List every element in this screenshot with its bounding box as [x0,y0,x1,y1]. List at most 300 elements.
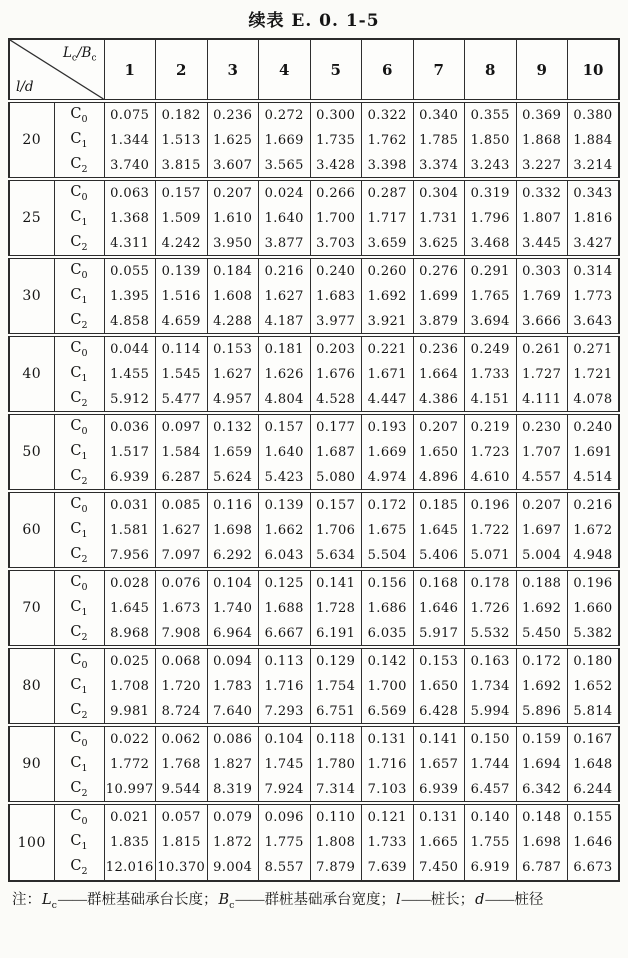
value-cell: 1.720 [156,673,208,699]
value-cell: 10.370 [156,855,208,881]
column-header: 6 [362,39,414,101]
value-cell: 0.177 [310,413,362,439]
value-cell: 1.584 [156,439,208,465]
value-cell: 1.708 [104,673,156,699]
value-cell: 6.751 [310,699,362,725]
value-cell: 3.666 [516,309,568,335]
value-cell: 0.304 [413,179,465,205]
value-cell: 1.650 [413,439,465,465]
value-cell: 1.721 [568,361,620,387]
value-cell: 3.227 [516,153,568,179]
value-cell: 0.266 [310,179,362,205]
value-cell: 0.182 [156,101,208,127]
value-cell: 0.314 [568,257,620,283]
value-cell: 1.827 [207,751,259,777]
value-cell: 1.627 [156,517,208,543]
ld-value: 40 [9,335,54,413]
value-cell: 0.168 [413,569,465,595]
value-cell: 1.700 [362,673,414,699]
value-cell: 3.427 [568,231,620,257]
value-cell: 1.716 [362,751,414,777]
ld-value: 60 [9,491,54,569]
table-row [9,595,619,621]
value-cell: 0.036 [104,413,156,439]
value-cell: 1.626 [259,361,311,387]
value-cell: 1.734 [465,673,517,699]
value-cell: 0.380 [568,101,620,127]
value-cell: 5.382 [568,621,620,647]
value-cell: 0.153 [413,647,465,673]
coefficient-label: $C_2$ [54,543,104,569]
value-cell: 1.850 [465,127,517,153]
value-cell: 1.726 [465,595,517,621]
value-cell: 5.532 [465,621,517,647]
value-cell: 1.640 [259,205,311,231]
value-cell: 1.728 [310,595,362,621]
column-header: 2 [156,39,208,101]
coefficient-label: $C_2$ [54,153,104,179]
table-row [9,335,619,361]
value-cell: 1.688 [259,595,311,621]
value-cell: 6.673 [568,855,620,881]
coefficient-label: $C_2$ [54,699,104,725]
value-cell: 3.625 [413,231,465,257]
note-variable: d [475,892,485,908]
value-cell: 0.068 [156,647,208,673]
value-cell: 4.078 [568,387,620,413]
value-cell: 3.694 [465,309,517,335]
table-row [9,673,619,699]
value-cell: 0.110 [310,803,362,829]
coefficient-label: $C_1$ [54,751,104,777]
value-cell: 0.129 [310,647,362,673]
ld-value: 90 [9,725,54,803]
value-cell: 1.835 [104,829,156,855]
value-cell: 1.692 [362,283,414,309]
value-cell: 6.919 [465,855,517,881]
value-cell: 0.196 [568,569,620,595]
value-cell: 0.207 [413,413,465,439]
value-cell: 0.132 [207,413,259,439]
value-cell: 1.581 [104,517,156,543]
value-cell: 0.131 [413,803,465,829]
value-cell: 0.185 [413,491,465,517]
table-row [9,101,619,127]
coefficient-label: $C_0$ [54,101,104,127]
coefficient-label: $C_2$ [54,621,104,647]
value-cell: 0.024 [259,179,311,205]
value-cell: 5.406 [413,543,465,569]
value-cell: 3.815 [156,153,208,179]
value-cell: 1.610 [207,205,259,231]
value-cell: 0.044 [104,335,156,361]
coefficient-label: $C_0$ [54,179,104,205]
value-cell: 0.193 [362,413,414,439]
header-row [9,39,619,101]
value-cell: 0.148 [516,803,568,829]
value-cell: 1.698 [516,829,568,855]
value-cell: 1.516 [156,283,208,309]
value-cell: 6.667 [259,621,311,647]
value-cell: 0.276 [413,257,465,283]
coefficient-label: $C_0$ [54,413,104,439]
coefficient-label: $C_1$ [54,127,104,153]
value-cell: 1.723 [465,439,517,465]
value-cell: 0.022 [104,725,156,751]
note-variable: $L_c$ [42,892,57,911]
value-cell: 1.664 [413,361,465,387]
value-cell: 1.745 [259,751,311,777]
value-cell: 6.428 [413,699,465,725]
coefficient-label: $C_2$ [54,309,104,335]
value-cell: 1.687 [310,439,362,465]
value-cell: 4.151 [465,387,517,413]
value-cell: 0.207 [207,179,259,205]
value-cell: 5.450 [516,621,568,647]
value-cell: 1.646 [413,595,465,621]
value-cell: 3.950 [207,231,259,257]
value-cell: 4.311 [104,231,156,257]
value-cell: 0.141 [310,569,362,595]
value-cell: 1.744 [465,751,517,777]
column-header: 10 [568,39,620,101]
value-cell: 0.236 [413,335,465,361]
ld-value: 100 [9,803,54,881]
value-cell: 1.733 [465,361,517,387]
value-cell: 0.021 [104,803,156,829]
column-header: 1 [104,39,156,101]
coefficient-label: $C_1$ [54,595,104,621]
ld-value: 30 [9,257,54,335]
value-cell: 1.735 [310,127,362,153]
value-cell: 0.131 [362,725,414,751]
value-cell: 0.028 [104,569,156,595]
value-cell: 1.785 [413,127,465,153]
value-cell: 0.063 [104,179,156,205]
value-cell: 4.187 [259,309,311,335]
value-cell: 0.141 [413,725,465,751]
value-cell: 3.643 [568,309,620,335]
value-cell: 5.912 [104,387,156,413]
value-cell: 1.731 [413,205,465,231]
value-cell: 1.669 [362,439,414,465]
value-cell: 0.139 [259,491,311,517]
coefficient-label: $C_0$ [54,803,104,829]
value-cell: 1.640 [259,439,311,465]
table-row [9,465,619,491]
value-cell: 7.640 [207,699,259,725]
value-cell: 0.031 [104,491,156,517]
footnote-prefix: 注： [12,892,41,908]
value-cell: 0.172 [516,647,568,673]
ld-value: 20 [9,101,54,179]
value-cell: 7.103 [362,777,414,803]
value-cell: 3.468 [465,231,517,257]
value-cell: 0.167 [568,725,620,751]
value-cell: 0.184 [207,257,259,283]
value-cell: 5.080 [310,465,362,491]
value-cell: 1.648 [568,751,620,777]
table-row [9,543,619,569]
value-cell: 1.727 [516,361,568,387]
corner-top-label: $L_c/B_c$ [62,45,97,64]
value-cell: 9.544 [156,777,208,803]
value-cell: 6.939 [104,465,156,491]
value-cell: 0.062 [156,725,208,751]
column-header: 3 [207,39,259,101]
value-cell: 0.340 [413,101,465,127]
value-cell: 1.517 [104,439,156,465]
value-cell: 5.477 [156,387,208,413]
value-cell: 3.879 [413,309,465,335]
value-cell: 1.645 [413,517,465,543]
value-cell: 1.707 [516,439,568,465]
value-cell: 0.150 [465,725,517,751]
value-cell: 1.646 [568,829,620,855]
value-cell: 0.221 [362,335,414,361]
value-cell: 0.163 [465,647,517,673]
value-cell: 0.086 [207,725,259,751]
value-cell: 6.292 [207,543,259,569]
value-cell: 1.608 [207,283,259,309]
value-cell: 1.671 [362,361,414,387]
value-cell: 1.716 [259,673,311,699]
coefficient-label: $C_0$ [54,569,104,595]
value-cell: 5.071 [465,543,517,569]
value-cell: 0.272 [259,101,311,127]
value-cell: 0.142 [362,647,414,673]
coefficient-label: $C_2$ [54,387,104,413]
table-row [9,699,619,725]
value-cell: 1.652 [568,673,620,699]
value-cell: 5.917 [413,621,465,647]
value-cell: 1.692 [516,595,568,621]
value-cell: 6.939 [413,777,465,803]
value-cell: 0.121 [362,803,414,829]
value-cell: 0.287 [362,179,414,205]
value-cell: 3.921 [362,309,414,335]
value-cell: 1.768 [156,751,208,777]
value-cell: 6.287 [156,465,208,491]
value-cell: 0.300 [310,101,362,127]
value-cell: 5.004 [516,543,568,569]
value-cell: 6.457 [465,777,517,803]
value-cell: 1.650 [413,673,465,699]
ld-value: 80 [9,647,54,725]
coefficient-label: $C_1$ [54,439,104,465]
ld-value: 70 [9,569,54,647]
value-cell: 0.125 [259,569,311,595]
coefficient-label: $C_2$ [54,231,104,257]
value-cell: 4.528 [310,387,362,413]
value-cell: 0.369 [516,101,568,127]
table-row [9,803,619,829]
value-cell: 1.706 [310,517,362,543]
value-cell: 3.877 [259,231,311,257]
value-cell: 3.659 [362,231,414,257]
value-cell: 1.675 [362,517,414,543]
value-cell: 1.733 [362,829,414,855]
coefficient-label: $C_2$ [54,465,104,491]
value-cell: 0.240 [568,413,620,439]
coefficient-label: $C_0$ [54,647,104,673]
value-cell: 5.814 [568,699,620,725]
value-cell: 1.344 [104,127,156,153]
value-cell: 0.240 [310,257,362,283]
value-cell: 0.178 [465,569,517,595]
value-cell: 4.557 [516,465,568,491]
value-cell: 1.765 [465,283,517,309]
value-cell: 0.261 [516,335,568,361]
value-cell: 0.155 [568,803,620,829]
coefficient-table [8,38,620,882]
value-cell: 1.673 [156,595,208,621]
value-cell: 0.249 [465,335,517,361]
value-cell: 6.964 [207,621,259,647]
value-cell: 5.896 [516,699,568,725]
value-cell: 1.657 [413,751,465,777]
value-cell: 0.303 [516,257,568,283]
table-row [9,179,619,205]
corner-bottom-label: l/d [16,79,34,95]
column-header: 7 [413,39,465,101]
value-cell: 0.172 [362,491,414,517]
table-title: 续表 E. 0. 1-5 [248,11,380,31]
table-row [9,777,619,803]
value-cell: 1.545 [156,361,208,387]
value-cell: 7.450 [413,855,465,881]
value-cell: 4.386 [413,387,465,413]
value-cell: 1.368 [104,205,156,231]
table-row [9,309,619,335]
value-cell: 7.293 [259,699,311,725]
table-row [9,127,619,153]
value-cell: 4.659 [156,309,208,335]
table-row [9,205,619,231]
value-cell: 1.872 [207,829,259,855]
value-cell: 1.815 [156,829,208,855]
value-cell: 8.968 [104,621,156,647]
coefficient-label: $C_1$ [54,361,104,387]
value-cell: 1.699 [413,283,465,309]
coefficient-label: $C_0$ [54,491,104,517]
value-cell: 10.997 [104,777,156,803]
value-cell: 6.342 [516,777,568,803]
coefficient-label: $C_0$ [54,335,104,361]
table-row [9,439,619,465]
value-cell: 4.858 [104,309,156,335]
value-cell: 1.884 [568,127,620,153]
column-header: 9 [516,39,568,101]
coefficient-label: $C_2$ [54,777,104,803]
value-cell: 0.096 [259,803,311,829]
table-row [9,387,619,413]
value-cell: 3.214 [568,153,620,179]
value-cell: 1.660 [568,595,620,621]
table-row [9,491,619,517]
value-cell: 1.722 [465,517,517,543]
value-cell: 0.116 [207,491,259,517]
value-cell: 1.683 [310,283,362,309]
value-cell: 4.896 [413,465,465,491]
value-cell: 1.676 [310,361,362,387]
value-cell: 0.157 [156,179,208,205]
value-cell: 8.724 [156,699,208,725]
value-cell: 0.203 [310,335,362,361]
value-cell: 0.236 [207,101,259,127]
footnote [12,889,616,917]
table-row [9,829,619,855]
value-cell: 4.948 [568,543,620,569]
value-cell: 0.188 [516,569,568,595]
table-row [9,361,619,387]
coefficient-label: $C_1$ [54,283,104,309]
value-cell: 7.639 [362,855,414,881]
value-cell: 4.974 [362,465,414,491]
value-cell: 0.055 [104,257,156,283]
table-row [9,413,619,439]
column-header: 8 [465,39,517,101]
value-cell: 1.662 [259,517,311,543]
value-cell: 1.691 [568,439,620,465]
value-cell: 4.111 [516,387,568,413]
value-cell: 6.043 [259,543,311,569]
value-cell: 0.057 [156,803,208,829]
value-cell: 1.665 [413,829,465,855]
value-cell: 1.698 [207,517,259,543]
value-cell: 1.686 [362,595,414,621]
value-cell: 0.156 [362,569,414,595]
coefficient-label: $C_0$ [54,725,104,751]
value-cell: 0.157 [310,491,362,517]
value-cell: 0.216 [568,491,620,517]
value-cell: 6.191 [310,621,362,647]
value-cell: 1.659 [207,439,259,465]
value-cell: 0.355 [465,101,517,127]
value-cell: 6.569 [362,699,414,725]
value-cell: 0.180 [568,647,620,673]
value-cell: 1.694 [516,751,568,777]
value-cell: 7.879 [310,855,362,881]
corner-header-cell [9,39,104,101]
table-row [9,517,619,543]
value-cell: 3.565 [259,153,311,179]
value-cell: 0.114 [156,335,208,361]
value-cell: 0.181 [259,335,311,361]
value-cell: 1.700 [310,205,362,231]
value-cell: 1.395 [104,283,156,309]
value-cell: 0.094 [207,647,259,673]
value-cell: 7.314 [310,777,362,803]
value-cell: 3.374 [413,153,465,179]
value-cell: 1.773 [568,283,620,309]
value-cell: 1.692 [516,673,568,699]
table-row [9,283,619,309]
value-cell: 0.075 [104,101,156,127]
value-cell: 0.230 [516,413,568,439]
value-cell: 1.509 [156,205,208,231]
value-cell: 4.610 [465,465,517,491]
value-cell: 0.207 [516,491,568,517]
value-cell: 0.319 [465,179,517,205]
note-variable: $B_c$ [218,892,235,911]
table-row [9,647,619,673]
coefficient-label: $C_1$ [54,517,104,543]
value-cell: 0.291 [465,257,517,283]
column-header: 5 [310,39,362,101]
value-cell: 12.016 [104,855,156,881]
table-row [9,569,619,595]
